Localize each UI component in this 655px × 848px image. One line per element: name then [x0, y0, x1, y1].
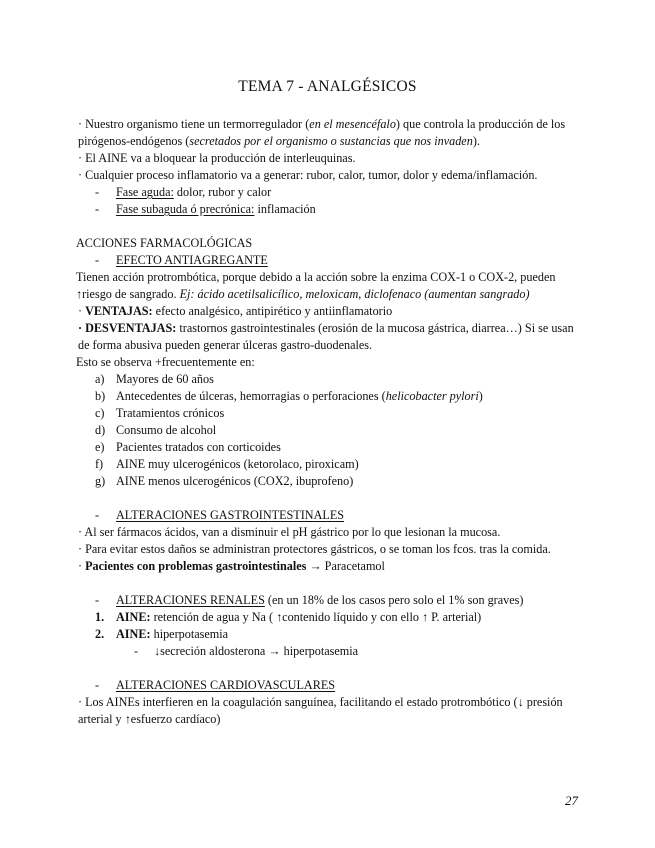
list-item: a) Mayores de 60 años	[95, 372, 214, 386]
subsection-antiagregante: - EFECTO ANTIAGREGANTE	[95, 253, 268, 267]
phase-acute-item: - Fase aguda: dolor, rubor y calor	[95, 185, 272, 199]
list-item: g) AINE menos ulcerogénicos (COX2, ibuprofeno)	[95, 474, 354, 488]
risk-list	[76, 371, 580, 490]
section-heading: ACCIONES FARMACOLÓGICAS	[76, 236, 253, 250]
intro-paragraph-1: · Nuestro organismo tiene un termorregulador (en el mesencéfalo) que controla la producción de los pirógenos-endógenos (secretados por el organismo o sustancias que nos invaden).	[78, 117, 566, 148]
list-item: b) Antecedentes de úlceras, hemorragias o perforaciones (helicobacter pylori)	[95, 389, 483, 403]
intro-paragraph-3: · Cualquier proceso inflamatorio va a generar: rubor, calor, tumor, dolor y edema/inflamación.	[78, 168, 538, 182]
page-number: 27	[565, 793, 578, 808]
list-item: c) Tratamientos crónicos	[95, 406, 225, 420]
subsection-gastrointestinales: - ALTERACIONES GASTROINTESTINALES	[95, 508, 345, 522]
renal-subitem: - ↓secreción aldosterona → hiperpotasemia	[134, 644, 359, 658]
list-item: d) Consumo de alcohol	[95, 423, 217, 437]
desventajas-paragraph: · DESVENTAJAS: trastornos gastrointestinales (erosión de la mucosa gástrica, diarrea…) Si se usan de forma abusiva pueden generar úlceras gastro-duodenales.	[78, 321, 574, 352]
page-content	[76, 116, 580, 728]
observa-paragraph: Esto se observa +frecuentemente en:	[76, 355, 255, 369]
phase-subacute-item: - Fase subaguda ó precrónica: inflamación	[95, 202, 316, 216]
gastro-paragraph-3: · Pacientes con problemas gastrointestinales → Paracetamol	[78, 559, 385, 573]
gastro-paragraph-1: · Al ser fármacos ácidos, van a disminuir el pH gástrico por lo que lesionan la mucosa.	[78, 525, 501, 539]
page-title: TEMA 7 - ANALGÉSICOS	[238, 78, 417, 95]
ventajas-paragraph: · VENTAJAS: efecto analgésico, antipirético y antiinflamatorio	[78, 304, 393, 318]
subsection-cardiovasculares: - ALTERACIONES CARDIOVASCULARES	[95, 678, 336, 692]
list-item: f) AINE muy ulcerogénicos (ketorolaco, piroxicam)	[95, 457, 359, 471]
cardio-paragraph: · Los AINEs interfieren en la coagulación sanguínea, facilitando el estado protrombótico (↓ presión arterial y ↑esfuerzo cardíaco)	[78, 695, 563, 726]
renal-item-1: 1. AINE: retención de agua y Na ( ↑contenido líquido y con ello ↑ P. arterial)	[95, 610, 482, 624]
subsection-renales: - ALTERACIONES RENALES (en un 18% de los casos pero solo el 1% son graves)	[95, 593, 524, 607]
intro-paragraph-2: · El AINE va a bloquear la producción de interleuquinas.	[78, 151, 356, 165]
list-item: e) Pacientes tratados con corticoides	[95, 440, 281, 454]
antiagregante-paragraph: Tienen acción protrombótica, porque debido a la acción sobre la enzima COX-1 o COX-2, pueden ↑riesgo de sangrado. Ej: ácido acetilsalicílico, meloxicam, diclofenaco (aumentan sangrado)	[76, 270, 556, 301]
gastro-paragraph-2: · Para evitar estos daños se administran protectores gástricos, o se toman los fcos. tras la comida.	[78, 542, 551, 556]
renal-item-2: 2. AINE: hiperpotasemia	[95, 627, 229, 641]
